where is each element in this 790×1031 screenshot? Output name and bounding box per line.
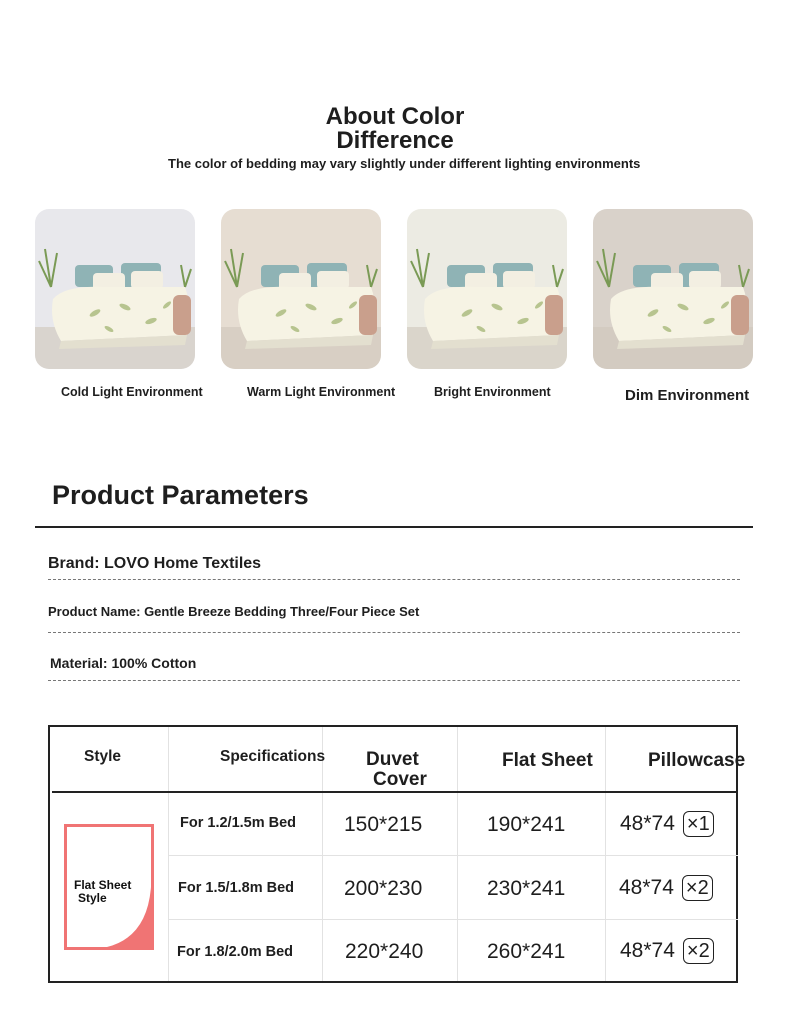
material-line: Material: 100% Cotton xyxy=(50,655,197,671)
bedding-photo-warm xyxy=(221,209,381,369)
dashed-divider xyxy=(48,680,740,681)
row1-pillow-size: 48*74 xyxy=(620,812,675,835)
header-duvet-line2: Cover xyxy=(373,769,427,790)
grid-line xyxy=(605,727,606,981)
row3-sheet: 260*241 xyxy=(487,940,566,963)
section-divider xyxy=(35,526,753,528)
row1-sheet: 190*241 xyxy=(487,813,566,836)
caption-warm: Warm Light Environment xyxy=(247,385,396,399)
grid-line xyxy=(168,919,738,920)
row2-spec: For 1.5/1.8m Bed xyxy=(178,880,295,896)
dashed-divider xyxy=(48,632,740,633)
style-badge xyxy=(64,824,154,950)
header-specifications: Specifications xyxy=(220,748,326,765)
color-title-line2: Difference xyxy=(336,127,454,154)
grid-line xyxy=(168,855,738,856)
dashed-divider xyxy=(48,579,740,580)
brand-line: Brand: LOVO Home Textiles xyxy=(48,555,262,572)
caption-cold: Cold Light Environment xyxy=(61,385,203,399)
color-subtitle: The color of bedding may vary slightly under different lighting environments xyxy=(168,156,641,171)
color-title-line1: About Color xyxy=(325,103,465,130)
row2-duvet: 200*230 xyxy=(344,877,423,900)
row3-duvet: 220*240 xyxy=(345,940,424,963)
bedding-photo-bright xyxy=(407,209,567,369)
row3-spec: For 1.8/2.0m Bed xyxy=(177,944,294,960)
product-name-line: Product Name: Gentle Breeze Bedding Three/Four Piece Set xyxy=(48,604,420,619)
row2-sheet: 230*241 xyxy=(487,877,566,900)
row1-duvet: 150*215 xyxy=(344,813,423,836)
bedding-photo-dim xyxy=(593,209,753,369)
grid-line xyxy=(457,727,458,981)
header-pillowcase: Pillowcase xyxy=(648,750,746,771)
badge-corner-shape xyxy=(107,887,151,947)
header-duvet-line1: Duvet xyxy=(366,749,419,770)
row1-spec: For 1.2/1.5m Bed xyxy=(180,815,297,831)
header-divider xyxy=(52,791,738,793)
row1-qty-badge: ×1 xyxy=(683,811,714,837)
row3-qty-badge: ×2 xyxy=(683,938,714,964)
row3-pillow-size: 48*74 xyxy=(620,939,675,962)
style-label-line1: Flat Sheet xyxy=(74,878,132,892)
row2-pillow-size: 48*74 xyxy=(619,876,674,899)
grid-line xyxy=(168,727,169,981)
row2-pillow xyxy=(619,875,713,901)
row1-pillow xyxy=(620,811,714,837)
row3-pillow xyxy=(620,938,714,964)
spec-table xyxy=(48,725,746,983)
params-title: Product Parameters xyxy=(52,480,309,510)
caption-bright: Bright Environment xyxy=(434,385,551,399)
header-style: Style xyxy=(84,748,122,765)
style-label-line2: Style xyxy=(78,891,107,905)
caption-dim: Dim Environment xyxy=(625,387,750,404)
bedding-photo-cold xyxy=(35,209,195,369)
header-flat-sheet: Flat Sheet xyxy=(502,750,593,771)
row2-qty-badge: ×2 xyxy=(682,875,713,901)
